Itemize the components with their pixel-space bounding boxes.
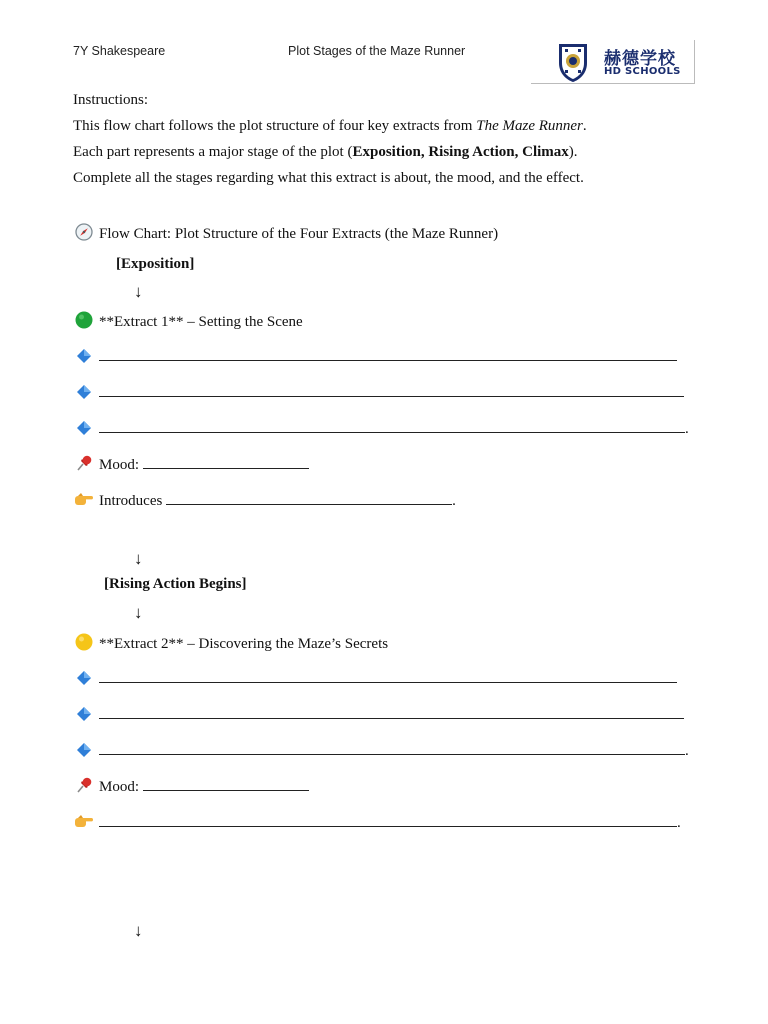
blue-diamond-icon xyxy=(73,420,95,438)
blue-diamond-icon xyxy=(73,670,95,688)
flow-arrow: ↓ xyxy=(134,282,143,301)
flow-arrow: ↓ xyxy=(134,549,143,568)
blue-diamond-icon xyxy=(73,742,95,760)
instructions-heading: Instructions: xyxy=(73,92,148,108)
header-left: 7Y Shakespeare xyxy=(73,44,166,58)
introduces-blank[interactable] xyxy=(166,490,452,505)
instructions-line-2: Each part represents a major stage of the plot (Exposition, Rising Action, Climax). xyxy=(73,144,578,160)
pushpin-icon xyxy=(73,454,95,472)
stage-rising-action: [Rising Action Begins] xyxy=(104,576,247,592)
school-crest-icon xyxy=(557,41,589,83)
flow-arrow: ↓ xyxy=(134,921,143,940)
answer-blank[interactable] xyxy=(99,704,684,719)
extract-1-title: **Extract 1** – Setting the Scene xyxy=(73,311,303,332)
flow-chart-title: Flow Chart: Plot Structure of the Four Extracts (the Maze Runner) xyxy=(73,223,498,244)
effect-blank[interactable] xyxy=(99,812,677,827)
instructions-line-3: Complete all the stages regarding what this extract is about, the mood, and the effect. xyxy=(73,170,584,186)
extract-1-answer-line: . xyxy=(73,418,689,439)
mood-blank[interactable] xyxy=(143,776,309,791)
pointing-hand-icon xyxy=(73,492,95,510)
extract-2-answer-line: . xyxy=(73,740,689,761)
extract-1-introduces: Introduces . xyxy=(73,490,456,511)
blue-diamond-icon xyxy=(73,706,95,724)
logo-english-text: HD SCHOOLS xyxy=(604,66,681,77)
stage-exposition: [Exposition] xyxy=(116,256,195,272)
extract-2-title: **Extract 2** – Discovering the Maze’s Secrets xyxy=(73,633,388,654)
school-logo xyxy=(531,40,695,84)
extract-2-effect: . xyxy=(73,812,681,833)
instructions-line-1: This flow chart follows the plot structure of four key extracts from The Maze Runner. xyxy=(73,118,587,134)
answer-blank[interactable] xyxy=(99,668,677,683)
blue-diamond-icon xyxy=(73,384,95,402)
answer-blank[interactable] xyxy=(99,418,685,433)
blue-diamond-icon xyxy=(73,348,95,366)
compass-icon xyxy=(73,223,95,241)
pushpin-icon xyxy=(73,776,95,794)
flow-arrow: ↓ xyxy=(134,603,143,622)
green-circle-icon xyxy=(73,311,95,329)
pointing-hand-icon xyxy=(73,814,95,832)
extract-1-mood: Mood: xyxy=(73,454,309,475)
extract-2-answer-line xyxy=(73,704,684,725)
extract-1-answer-line xyxy=(73,346,677,367)
extract-1-answer-line xyxy=(73,382,684,403)
yellow-circle-icon xyxy=(73,633,95,651)
extract-2-answer-line xyxy=(73,668,677,689)
header-title: Plot Stages of the Maze Runner xyxy=(288,44,466,58)
mood-blank[interactable] xyxy=(143,454,309,469)
answer-blank[interactable] xyxy=(99,740,685,755)
extract-2-mood: Mood: xyxy=(73,776,309,797)
answer-blank[interactable] xyxy=(99,346,677,361)
answer-blank[interactable] xyxy=(99,382,684,397)
logo-chinese-text: 赫德学校 xyxy=(604,49,676,69)
